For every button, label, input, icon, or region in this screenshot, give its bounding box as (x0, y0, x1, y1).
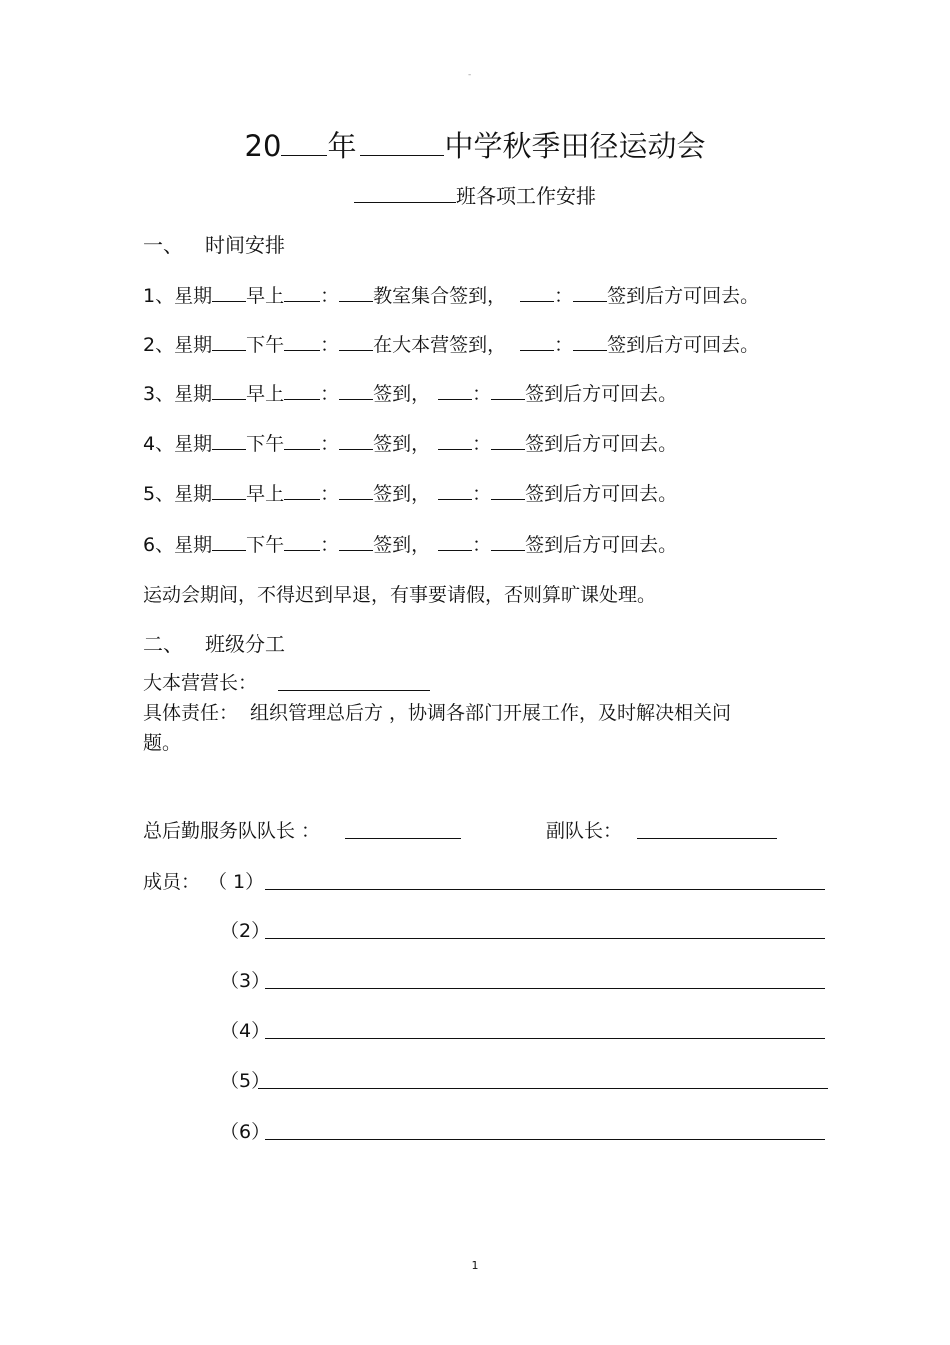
year-blank (281, 125, 327, 156)
section2-heading (143, 628, 285, 657)
school-blank (360, 125, 444, 156)
schedule-item: 5、星期 早上 ： 签到， ： 签到后方可回去。 (143, 479, 677, 506)
member-blank (265, 1038, 825, 1039)
section1-heading (143, 229, 285, 258)
member-number: （6） (220, 1121, 271, 1143)
member-blank (265, 938, 825, 939)
duty-row (143, 698, 731, 725)
logistics-captain-label: 总后勤服务队队长 ： (143, 820, 321, 842)
document-subtitle (0, 180, 950, 209)
camp-leader-row (143, 668, 257, 695)
subtitle-text: 班各项工作安排 (456, 184, 596, 208)
section1-number: 一、 (143, 233, 183, 257)
member-number: （5） (220, 1070, 271, 1092)
title-school-suffix: 中学秋季田径运动会 (444, 129, 706, 163)
member-blank (258, 1088, 828, 1089)
members-label: 成员： (143, 871, 201, 893)
document-title (0, 124, 950, 165)
duty-text: 组织管理总后方 ，协调各部门开展工作，及时解决相关问 (250, 702, 732, 724)
member-blank (265, 1139, 825, 1140)
member-number: （ 1） (208, 871, 265, 893)
member-number: （3） (220, 970, 271, 992)
section2-title: 班级分工 (205, 632, 285, 656)
schedule-item: 6、星期 下午 ： 签到， ： 签到后方可回去。 (143, 530, 677, 557)
vice-captain-blank (637, 838, 777, 839)
schedule-item: 1、星期 早上 ： 教室集合签到， ： 签到后方可回去。 (143, 281, 759, 308)
attendance-notice: 运动会期间，不得迟到早退，有事要请假，否则算旷课处理。 (143, 584, 657, 606)
camp-leader-blank (278, 690, 430, 691)
duty-label: 具体责任： (143, 702, 239, 724)
top-mark: - (468, 70, 472, 80)
schedule-item: 2、星期 下午 ： 在大本营签到， ： 签到后方可回去。 (143, 330, 759, 357)
member-blank (265, 889, 825, 890)
title-year-suffix: 年 (327, 129, 357, 163)
logistics-captain-blank (345, 838, 461, 839)
title-prefix: 20 (244, 129, 282, 163)
member-number: （2） (220, 920, 271, 942)
duty-row-continued: 题。 (143, 732, 182, 754)
member-number: （4） (220, 1020, 271, 1042)
member-blank (265, 988, 825, 989)
page-number: 1 (471, 1259, 479, 1272)
camp-leader-label: 大本营营长： (143, 672, 258, 694)
section1-title: 时间安排 (205, 233, 285, 257)
vice-captain-label: 副队长： (546, 820, 623, 842)
schedule-item: 4、星期 下午 ： 签到， ： 签到后方可回去。 (143, 429, 677, 456)
section2-number: 二、 (143, 632, 183, 656)
class-blank (354, 181, 456, 203)
schedule-item: 3、星期 早上 ： 签到， ： 签到后方可回去。 (143, 379, 677, 406)
